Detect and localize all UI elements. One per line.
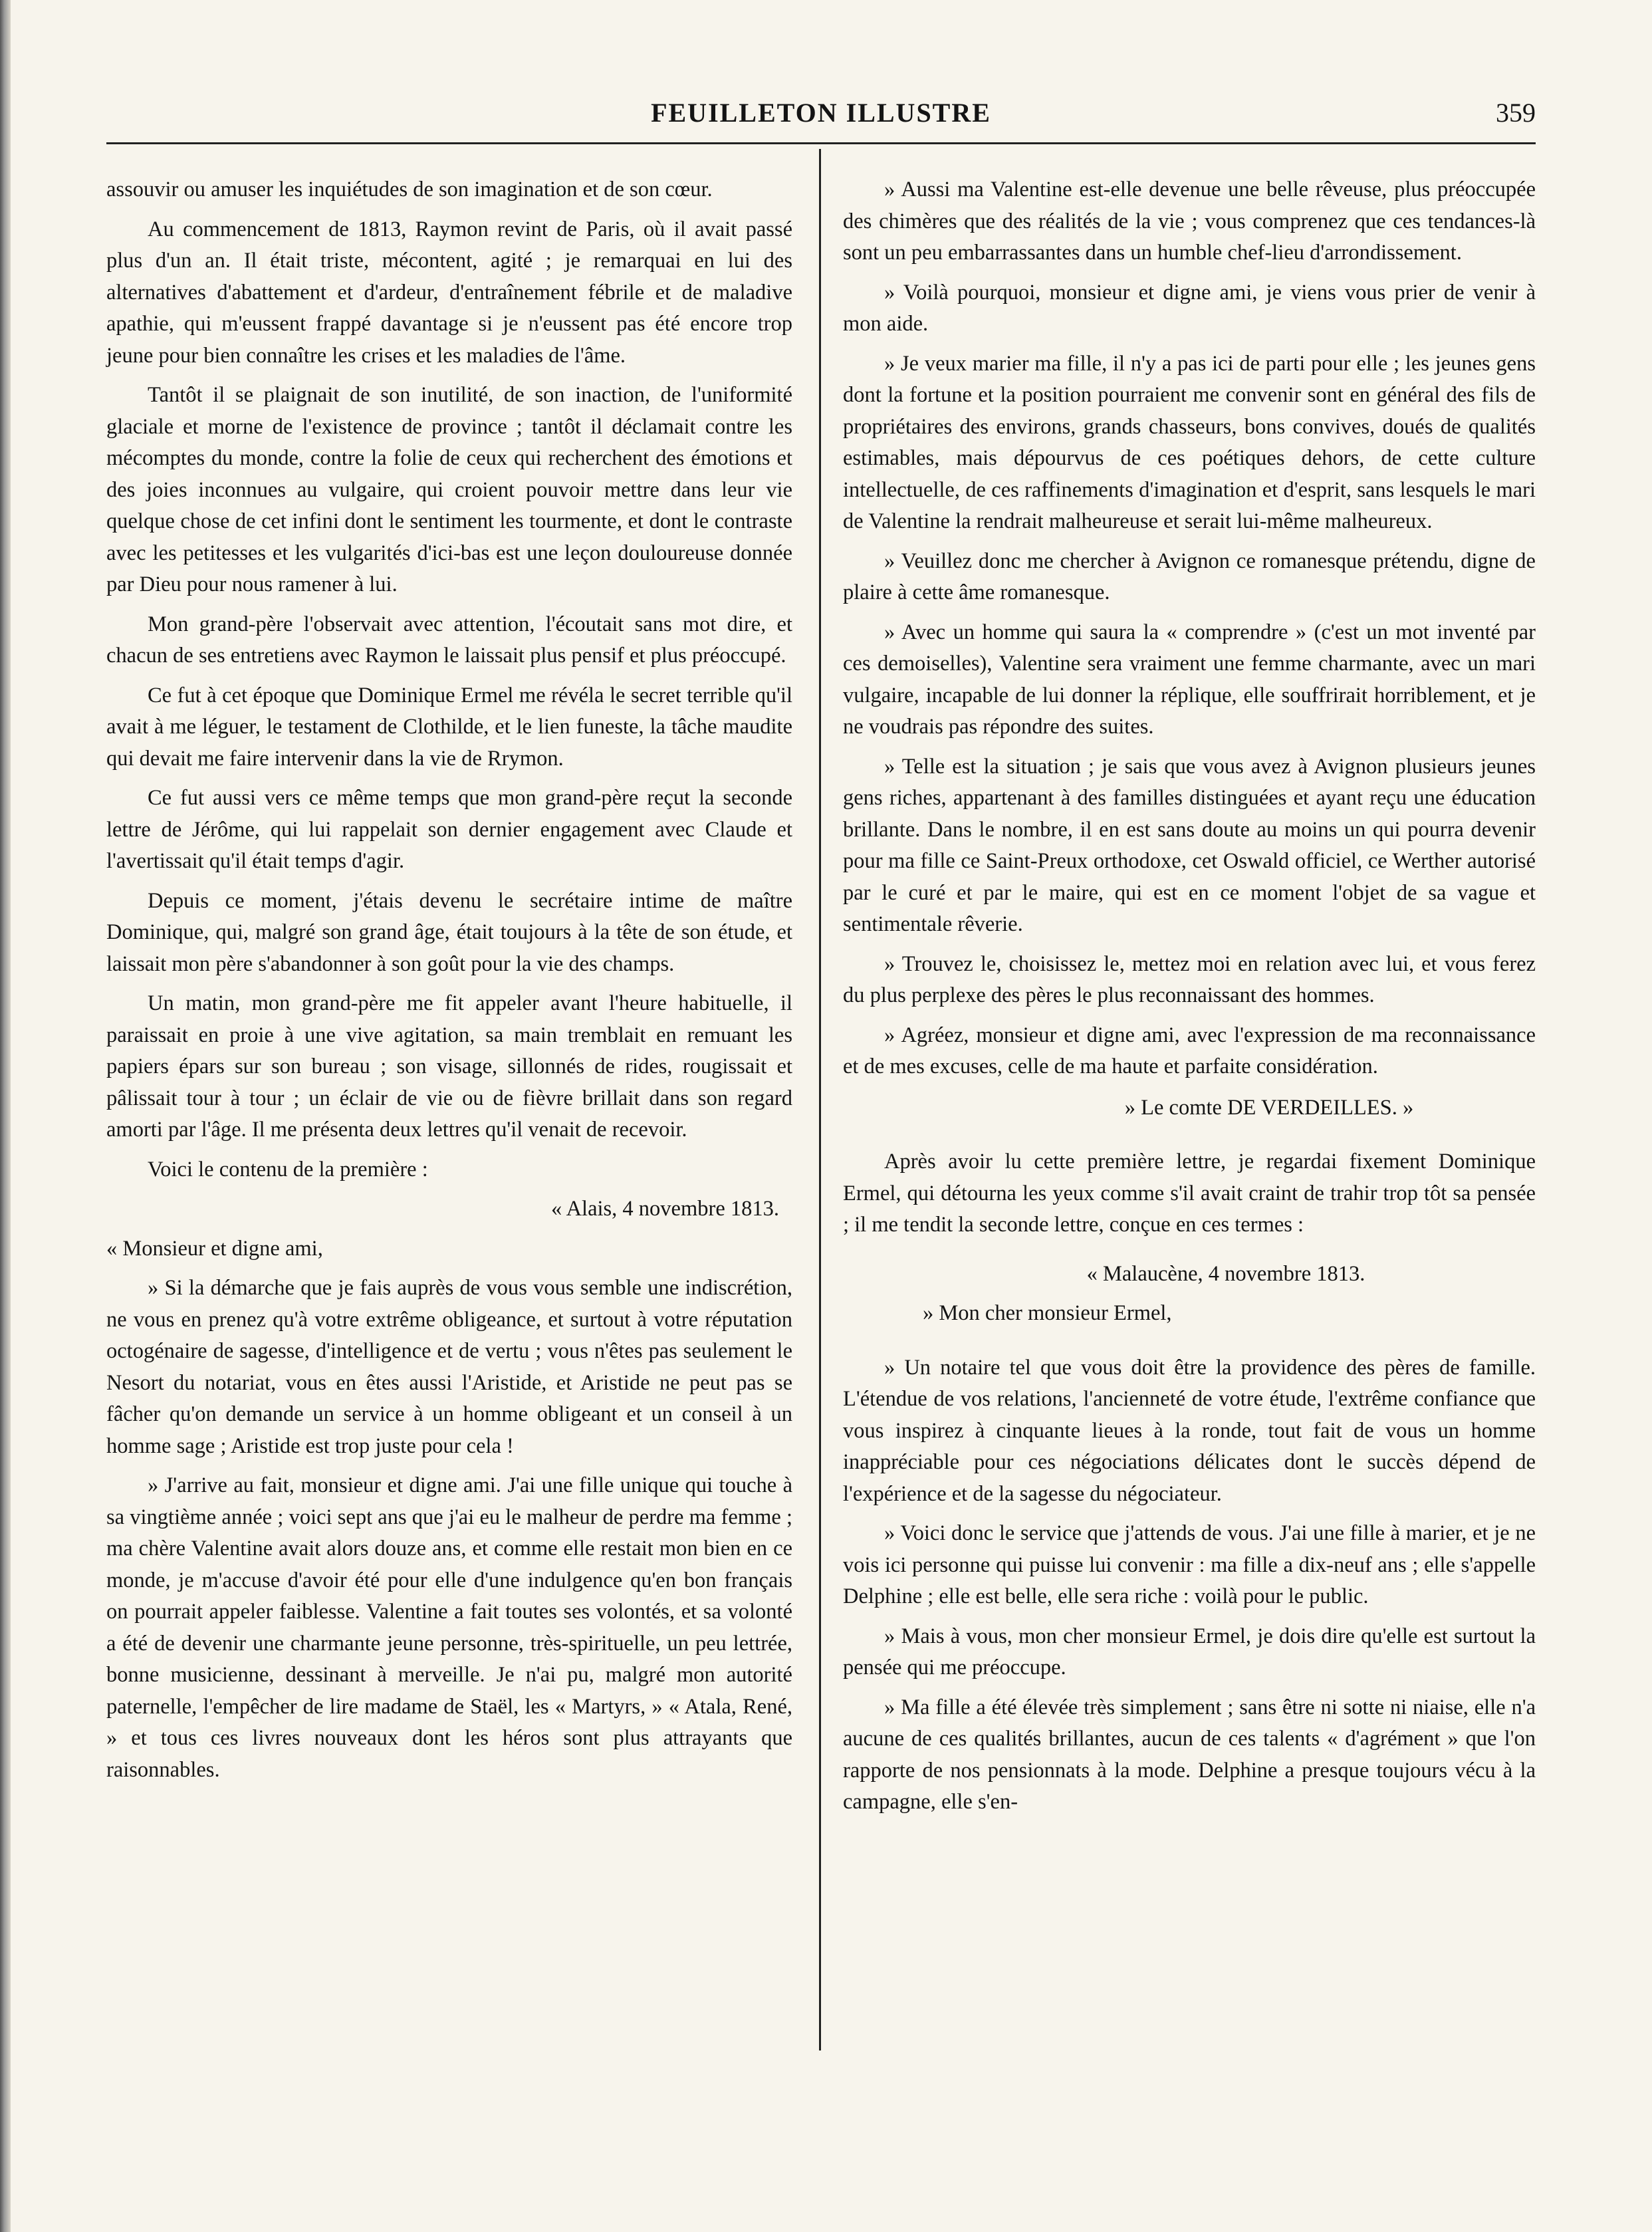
paragraph: » Telle est la situation ; je sais que vous avez à Avignon plusieurs jeunes gens riches, appartenant à des familles distinguées et ayant reçu une éducation brillante. Dans le nombre, il en est sans doute au moins un qui pourra devenir pour ma fille ce Saint-Preux orthodoxe, cet Oswald officiel, ce Werther autorisé par le curé et par le maire, qui est en ce moment l'objet de sa vague et sentimentale rêverie.	[843, 754, 1536, 936]
paragraph: » Aussi ma Valentine est-elle devenue une belle rêveuse, plus préoccupée des chimères que des réalités de la vie ; vous comprenez que ces tendances-là sont un peu embarrassantes dans un humble chef-lieu d'arrondissement.	[843, 178, 1536, 265]
paragraph: Ce fut à cet époque que Dominique Ermel me révéla le secret terrible qu'il avait à me léguer, le testament de Clothilde, et le lien funeste, la tâche maudite qui devait me faire intervenir dans la vie de Rrymon.	[106, 683, 792, 771]
letter-salutation: » Mon cher monsieur Ermel,	[923, 1301, 1172, 1325]
left-column	[106, 174, 792, 1794]
paragraph: » Mais à vous, mon cher monsieur Ermel, je dois dire qu'elle est surtout la pensée qui me préoccupe.	[843, 1624, 1536, 1679]
paragraph: » Un notaire tel que vous doit être la providence des pères de famille. L'étendue de vos relations, l'ancienneté de votre étude, l'extrême confiance que vous inspirez à cinquante lieues à la ronde, tout fait de vous un homme inappréciable pour ces négociations délicates dont le succès dépend de l'expérience et de la sagesse du négociateur.	[843, 1355, 1536, 1506]
book-binding-edge	[0, 0, 11, 2232]
paragraph: » Je veux marier ma fille, il n'y a pas ici de parti pour elle ; les jeunes gens dont la fortune et la position pourraient me convenir sont en général des fils de propriétaires des environs, grands chasseurs, bons convives, doués de qualités estimables, mais dépourvus de ces poétiques dehors, de cette culture intellectuelle, de ces raffinements d'imagination et d'esprit, sans lesquels le mari de Valentine la rendrait malheureuse et serait lui-même malheureux.	[843, 351, 1536, 533]
paragraph: » J'arrive au fait, monsieur et digne ami. J'ai une fille unique qui touche à sa vingtième année ; voici sept ans que j'ai eu le malheur de perdre ma femme ; ma chère Valentine avait alors douze ans, et comme elle restait mon bien en ce monde, je m'accuse d'avoir été pour elle d'une indulgence qu'en bon français on pourrait appeler faiblesse. Valentine a fait toutes ses volontés, et sa volonté a été de devenir une charmante jeune personne, très-spirituelle, un peu lettrée, bonne musicienne, dessinant à merveille. Je n'ai pu, malgré mon autorité paternelle, l'empêcher de lire madame de Staël, les « Martyrs, » « Atala, René, » et tous ces livres nouveaux dont les héros sont plus attrayants que raisonnables.	[106, 1473, 792, 1782]
paragraph: » Ma fille a été élevée très simplement ; sans être ni sotte ni niaise, elle n'a aucune de ces qualités brillantes, aucun de ces talents « d'agrément » que l'on rapporte de nos pensionnats à la mode. Delphine a presque toujours vécu à la campagne, elle s'en-	[843, 1695, 1536, 1814]
running-title: FEUILLETON ILLUSTRE	[651, 98, 991, 128]
paragraph: assouvir ou amuser les inquiétudes de son imagination et de son cœur.	[106, 178, 713, 201]
paragraph: » Trouvez le, choisissez le, mettez moi en relation avec lui, et vous ferez du plus perplexe des pères le plus reconnaissant des hommes.	[843, 951, 1536, 1007]
paragraph: Un matin, mon grand-père me fit appeler avant l'heure habituelle, il paraissait en proie à une vive agitation, sa main tremblait en remuant les papiers épars sur son bureau ; son visage, sillonnés de rides, rougissait et pâlissait tour à tour ; un éclair de vie ou de fièvre brillait dans son regard amorti par l'âge. Il me présenta deux lettres qu'il venait de recevoir.	[106, 991, 792, 1142]
letter-signature: » Le comte DE VERDEILLES. »	[1124, 1095, 1414, 1120]
letter-salutation: « Monsieur et digne ami,	[106, 1236, 323, 1261]
paragraph: » Avec un homme qui saura la « comprendre » (c'est un mot inventé par ces demoiselles), Valentine sera vraiment une femme charmante, avec un mari vulgaire, incapable de lui donner la réplique, elle souffrirait horriblement, et je ne voudrais pas répondre des suites.	[843, 620, 1536, 739]
paragraph: Au commencement de 1813, Raymon revint de Paris, où il avait passé plus d'un an. Il était triste, mécontent, agité ; je remarquai en lui des alternatives d'abattement et d'ardeur, d'entraînement fébrile et de maladive apathie, qui m'eussent frappé davantage si je n'eussent pas été encore trop jeune pour bien connaître les crises et les maladies de l'âme.	[106, 217, 792, 368]
paragraph: Après avoir lu cette première lettre, je regardai fixement Dominique Ermel, qui détourna les yeux comme s'il avait craint de trahir trop tôt sa pensée ; il me tendit la seconde lettre, conçue en ces termes :	[843, 1150, 1536, 1237]
paragraph: » Veuillez donc me chercher à Avignon ce romanesque prétendu, digne de plaire à cette âme romanesque.	[843, 549, 1536, 604]
column-divider-rule	[819, 149, 821, 2050]
running-head	[106, 97, 1536, 137]
paragraph: Voici le contenu de la première :	[148, 1157, 428, 1181]
letter-dateline: « Alais, 4 novembre 1813.	[550, 1197, 779, 1221]
right-column	[843, 174, 1536, 1826]
paragraph: » Si la démarche que je fais auprès de vous vous semble une indiscrétion, ne vous en prenez qu'à votre extrême obligeance, et surtout à votre réputation octogénaire de sagesse, d'intelligence et de vertu ; vous n'êtes pas seulement le Nesort du notariat, vous en êtes aussi l'Aristide, et Aristide ne peut pas se fâcher qu'on demande un service à un homme obligeant et un conseil à un homme sage ; Aristide est trop juste pour cela !	[106, 1276, 792, 1458]
paragraph: » Voilà pourquoi, monsieur et digne ami, je viens vous prier de venir à mon aide.	[843, 280, 1536, 336]
paragraph: Depuis ce moment, j'étais devenu le secrétaire intime de maître Dominique, qui, malgré son grand âge, était toujours à la tête de son étude, et laissait mon père s'abandonner à son goût pour la vie des champs.	[106, 888, 792, 976]
paragraph: Tantôt il se plaignait de son inutilité, de son inaction, de l'uniformité glaciale et morne de l'existence de province ; tantôt il déclamait contre les mécomptes du monde, contre la folie de ceux qui recherchent des émotions et des joies inconnues au vulgaire, qui croient pouvoir mettre dans leur vie quelque chose de cet infini dont le sentiment les tourmente, et dont le contraste avec les petitesses et les vulgarités d'ici-bas est une leçon douloureuse donnée par Dieu pour nous ramener à lui.	[106, 383, 792, 596]
page-number: 359	[1496, 98, 1536, 128]
letter-dateline: « Malaucène, 4 novembre 1813.	[1086, 1261, 1365, 1286]
paragraph: » Agréez, monsieur et digne ami, avec l'expression de ma reconnaissance et de mes excuses, celle de ma haute et parfaite considération.	[843, 1023, 1536, 1078]
paragraph: Ce fut aussi vers ce même temps que mon grand-père reçut la seconde lettre de Jérôme, qui lui rappelait son dernier engagement avec Claude et l'avertissait qu'il était temps d'agir.	[106, 786, 792, 873]
paragraph: » Voici donc le service que j'attends de vous. J'ai une fille à marier, et je ne vois ici personne qui puisse lui convenir : ma fille a dix-neuf ans ; elle s'appelle Delphine ; elle est belle, elle sera riche : voilà pour le public.	[843, 1521, 1536, 1608]
header-rule	[106, 142, 1536, 144]
paragraph: Mon grand-père l'observait avec attention, l'écoutait sans mot dire, et chacun de ses entretiens avec Raymon le laissait plus pensif et plus préoccupé.	[106, 612, 792, 668]
